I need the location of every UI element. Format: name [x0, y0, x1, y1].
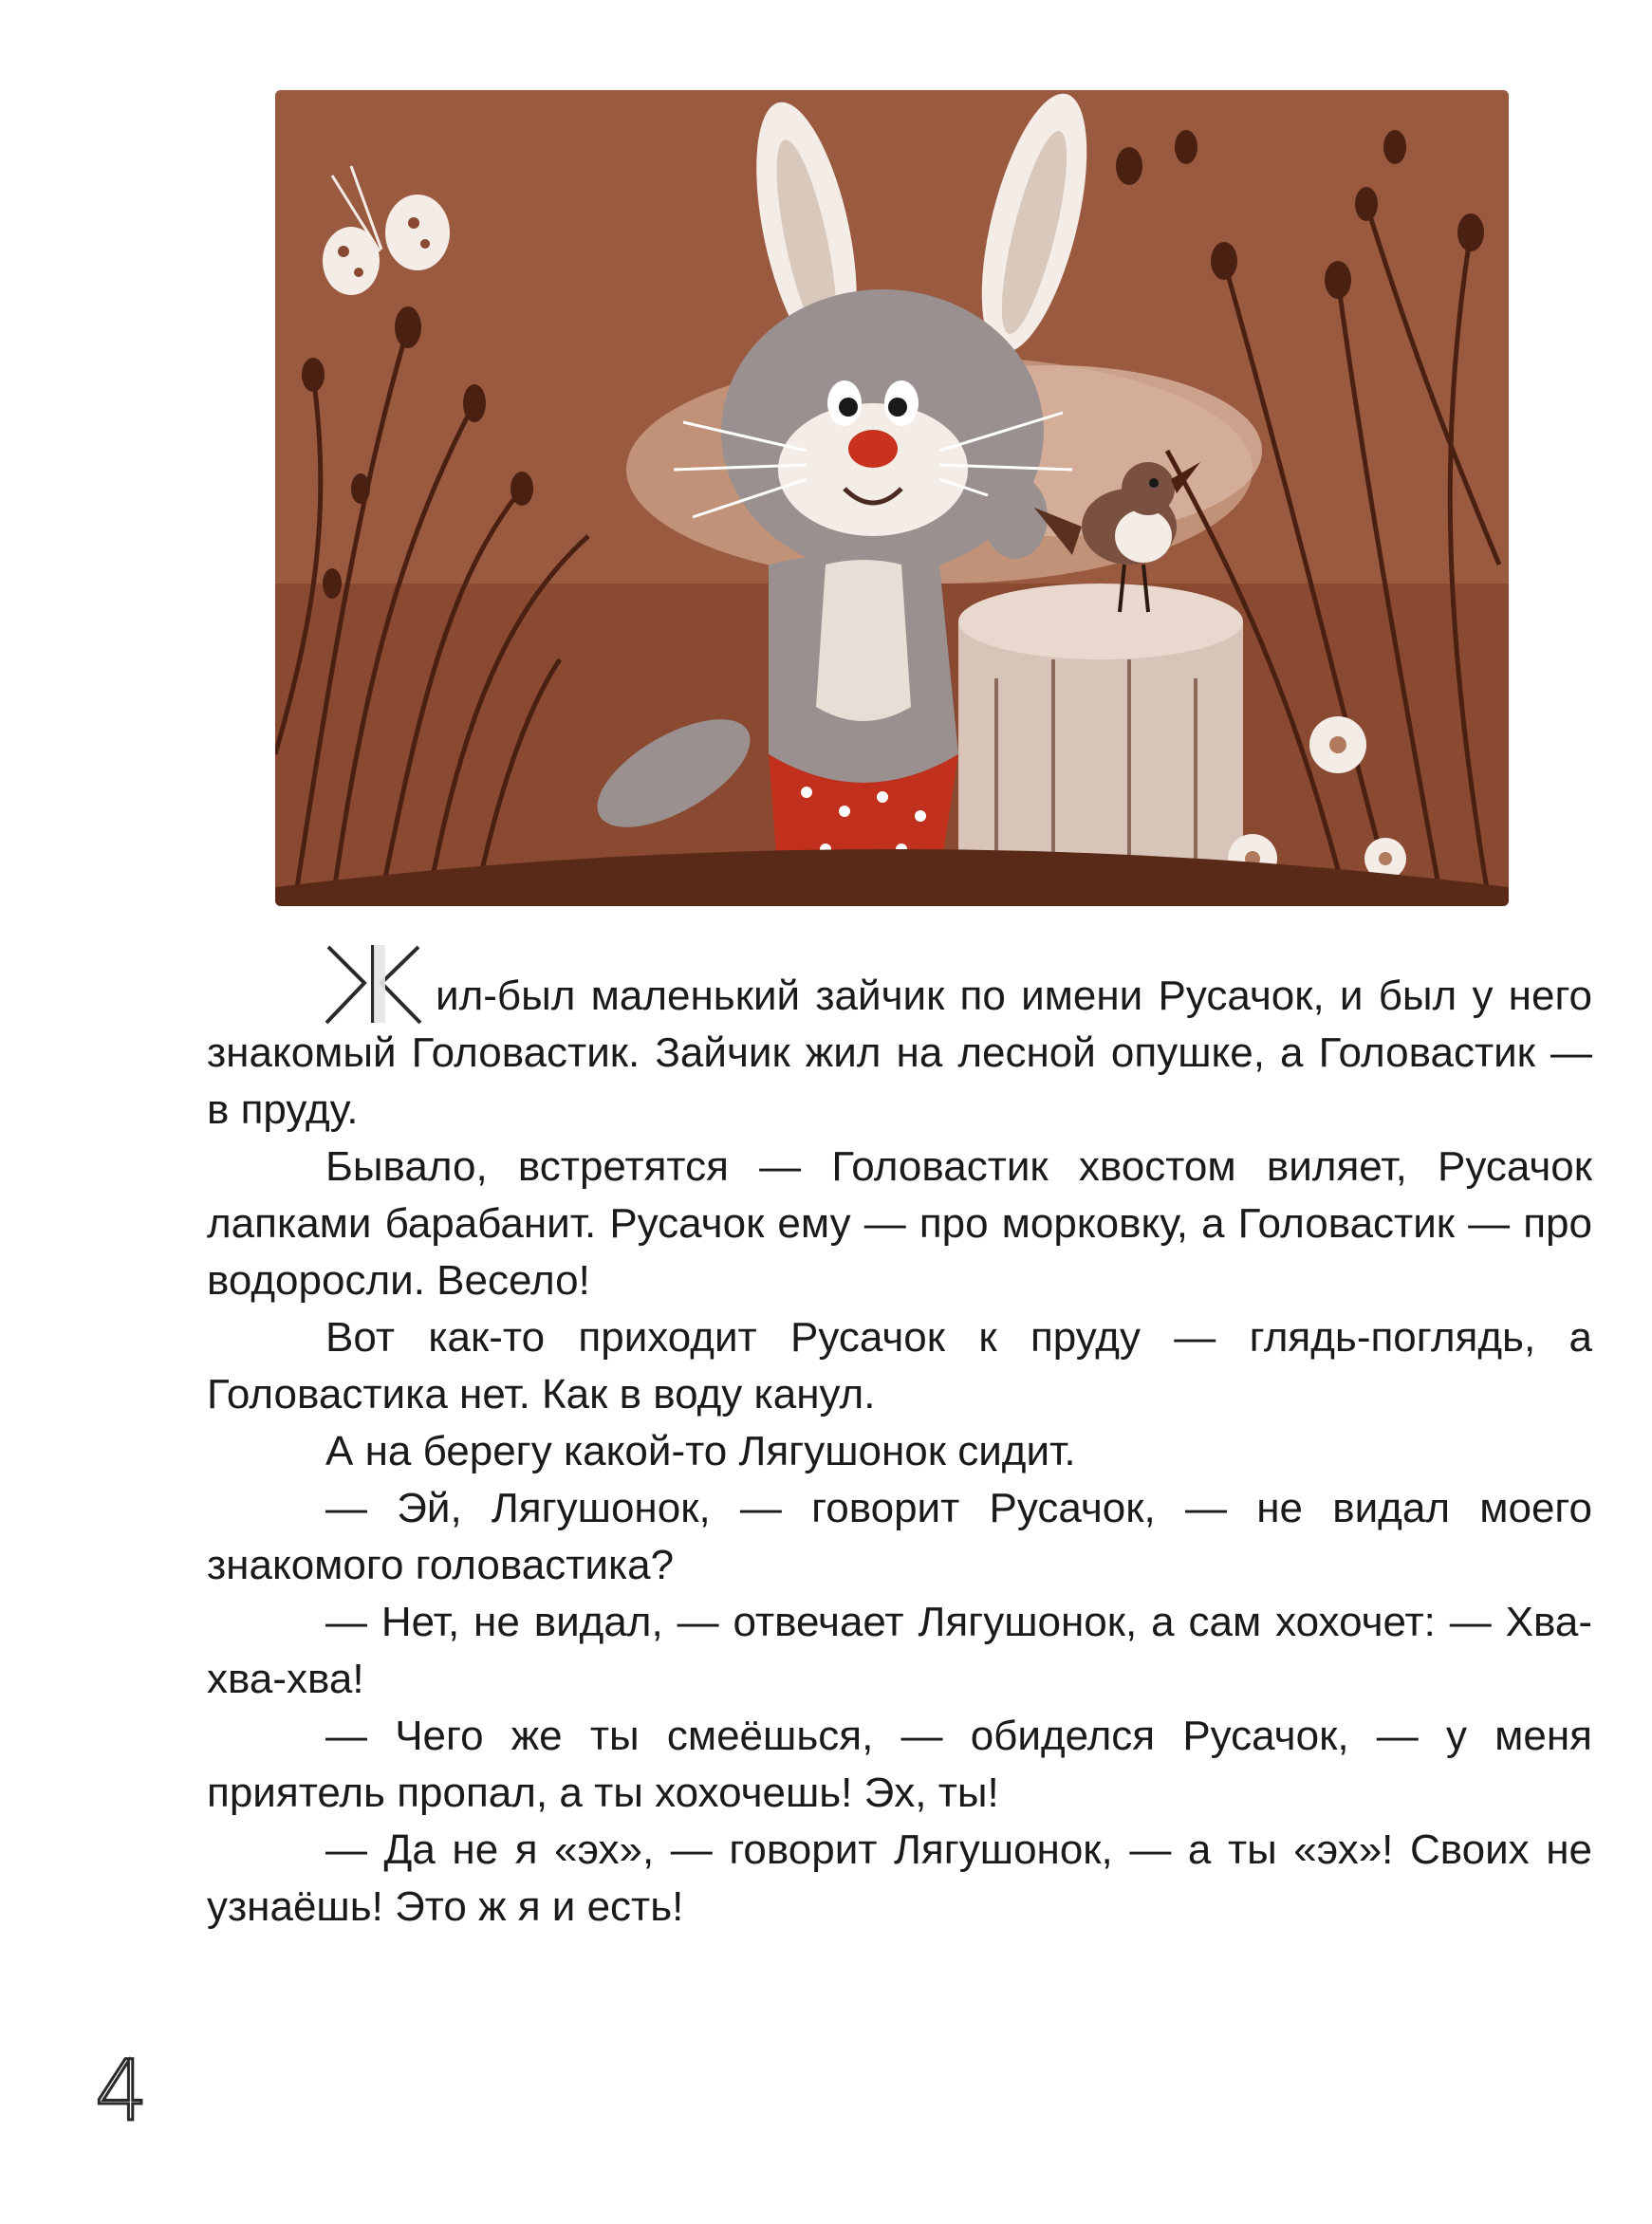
page-number: 4 [95, 2042, 148, 2140]
story-text [207, 968, 1592, 1936]
story-paragraph-4: А на берегу какой-то Лягушонок сидит. [325, 1428, 1076, 1474]
drop-cap-text [319, 937, 320, 938]
story-paragraph-6: — Нет, не видал, — отвечает Лягушонок, а сам хохочет: — Хва-хва-хва! [207, 1599, 1592, 1702]
drop-cap-letter-zhe [319, 937, 428, 1028]
story-paragraph-5: — Эй, Лягушонок, — говорит Русачок, — не видал моего знакомого головастика? [207, 1485, 1592, 1588]
story-paragraph-3: Вот как-то приходит Русачок к пруду — глядь-поглядь, а Головастика нет. Как в воду канул. [207, 1314, 1592, 1418]
story-paragraph-8: — Да не я «эх», — говорит Лягушонок, — а ты «эх»! Своих не узнаёшь! Это ж я и есть! [207, 1826, 1592, 1930]
story-paragraph-1 [207, 968, 1592, 1139]
hare-and-bird-scene [275, 90, 1509, 906]
paragraph-text: ил-был маленький зайчик по имени Русачок, и был у него знакомый Головастик. Зайчик жил на лесной опушке, а Головастик — в пруду. [207, 973, 1592, 1133]
story-paragraph-2: Бывало, встретятся — Головастик хвостом виляет, Русачок лапками барабанит. Русачок ему — про морковку, а Головастик — про водоросли. Весело! [207, 1143, 1592, 1304]
story-illustration [275, 90, 1509, 906]
story-paragraph-7: — Чего же ты смеёшься, — обиделся Русачок, — у меня приятель пропал, а ты хохочешь! Эх, ты! [207, 1713, 1592, 1816]
drop-cap [319, 937, 428, 1023]
